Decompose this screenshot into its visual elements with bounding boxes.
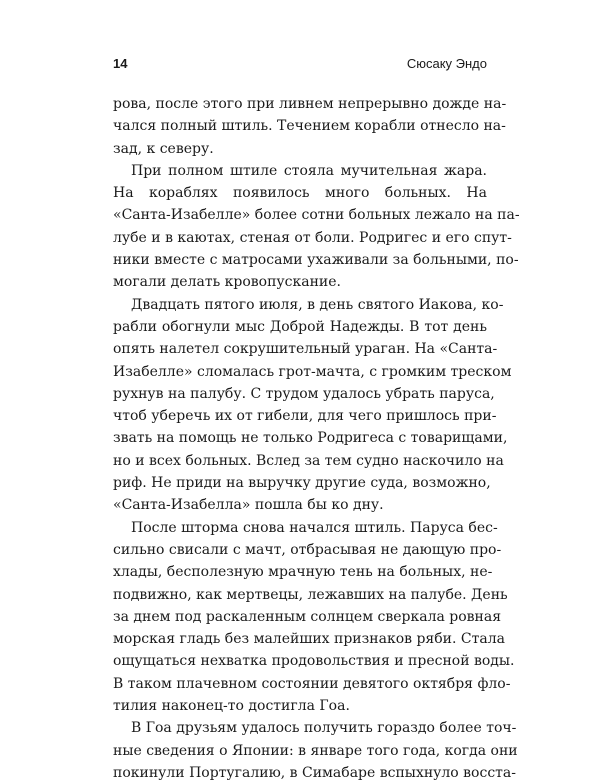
text-line: могали делать кровопускание. bbox=[113, 274, 341, 291]
text-line: В таком плачевном состоянии девятого октября фло- bbox=[113, 675, 511, 692]
text-line: рова, после этого при ливнем непрерывно дожде на- bbox=[113, 96, 507, 112]
text-line: хлады, бесполезную мрачную тень на больных, не- bbox=[113, 564, 493, 581]
running-head bbox=[113, 56, 487, 72]
text-line: ощущаться нехватка продовольствия и пресной воды. bbox=[113, 653, 515, 670]
page-number: 14 bbox=[113, 56, 128, 71]
text-line: рухнув на палубу. С трудом удалось убрать паруса, bbox=[113, 385, 495, 402]
text-line: После шторма снова начался штиль. Паруса бес- bbox=[131, 519, 498, 536]
text-line: Изабелле» сломалась грот-мачта, с громким треском bbox=[113, 363, 512, 380]
text-line: зад, к северу. bbox=[113, 140, 214, 157]
paragraph-2 bbox=[113, 160, 520, 294]
text-line: На кораблях появилось много больных. На bbox=[113, 185, 487, 202]
text-line: но и всех больных. Вслед за тем судно наскочило на bbox=[113, 452, 504, 469]
paragraph-3 bbox=[113, 294, 512, 517]
text-line: сильно свисали с мачт, отбрасывая не дающую про- bbox=[113, 541, 502, 558]
text-line: «Санта-Изабелла» пошла бы ко дну. bbox=[113, 497, 384, 514]
text-line: покинули Португалию, в Симабаре вспыхнуло восста- bbox=[113, 764, 516, 781]
text-line: чтоб уберечь их от гибели, для чего пришлось при- bbox=[113, 408, 497, 425]
text-line: опять налетел сокрушительный ураган. На «Санта- bbox=[113, 341, 498, 358]
text-line: морская гладь без малейших признаков ряби. Стала bbox=[113, 631, 505, 648]
text-line: тилия наконец-то достигла Гоа. bbox=[113, 698, 350, 715]
text-line: «Санта-Изабелле» более сотни больных лежало на па- bbox=[113, 207, 520, 224]
text-line: лубе и в каютах, стеная от боли. Родригес и его спут- bbox=[113, 229, 512, 246]
paragraph-4 bbox=[113, 517, 515, 718]
text-line: подвижно, как мертвецы, лежавших на палубе. День bbox=[113, 586, 508, 603]
text-line: Двадцать пятого июля, в день святого Иакова, ко- bbox=[131, 296, 504, 313]
text-line: риф. Не приди на выручку другие суда, возможно, bbox=[113, 475, 491, 492]
text-line: При полном штиле стояла мучительная жара. bbox=[131, 162, 487, 179]
text-line: В Гоа друзьям удалось получить гораздо более точ- bbox=[131, 720, 517, 737]
paragraph-1 bbox=[113, 93, 507, 160]
paragraph-5 bbox=[113, 717, 518, 784]
body-text bbox=[113, 93, 520, 784]
book-author: Сюсаку Эндо bbox=[406, 56, 487, 71]
text-line: за днем под раскаленным солнцем сверкала ровная bbox=[113, 608, 502, 625]
text-line: чался полный штиль. Течением корабли отнесло на- bbox=[113, 118, 506, 135]
text-line: звать на помощь не только Родригеса с товарищами, bbox=[113, 430, 508, 447]
text-line: ники вместе с матросами ухаживали за больными, по- bbox=[113, 252, 519, 269]
text-line: ные сведения о Японии: в январе того года, когда они bbox=[113, 742, 518, 759]
text-line: рабли обогнули мыс Доброй Надежды. В тот день bbox=[113, 318, 487, 335]
